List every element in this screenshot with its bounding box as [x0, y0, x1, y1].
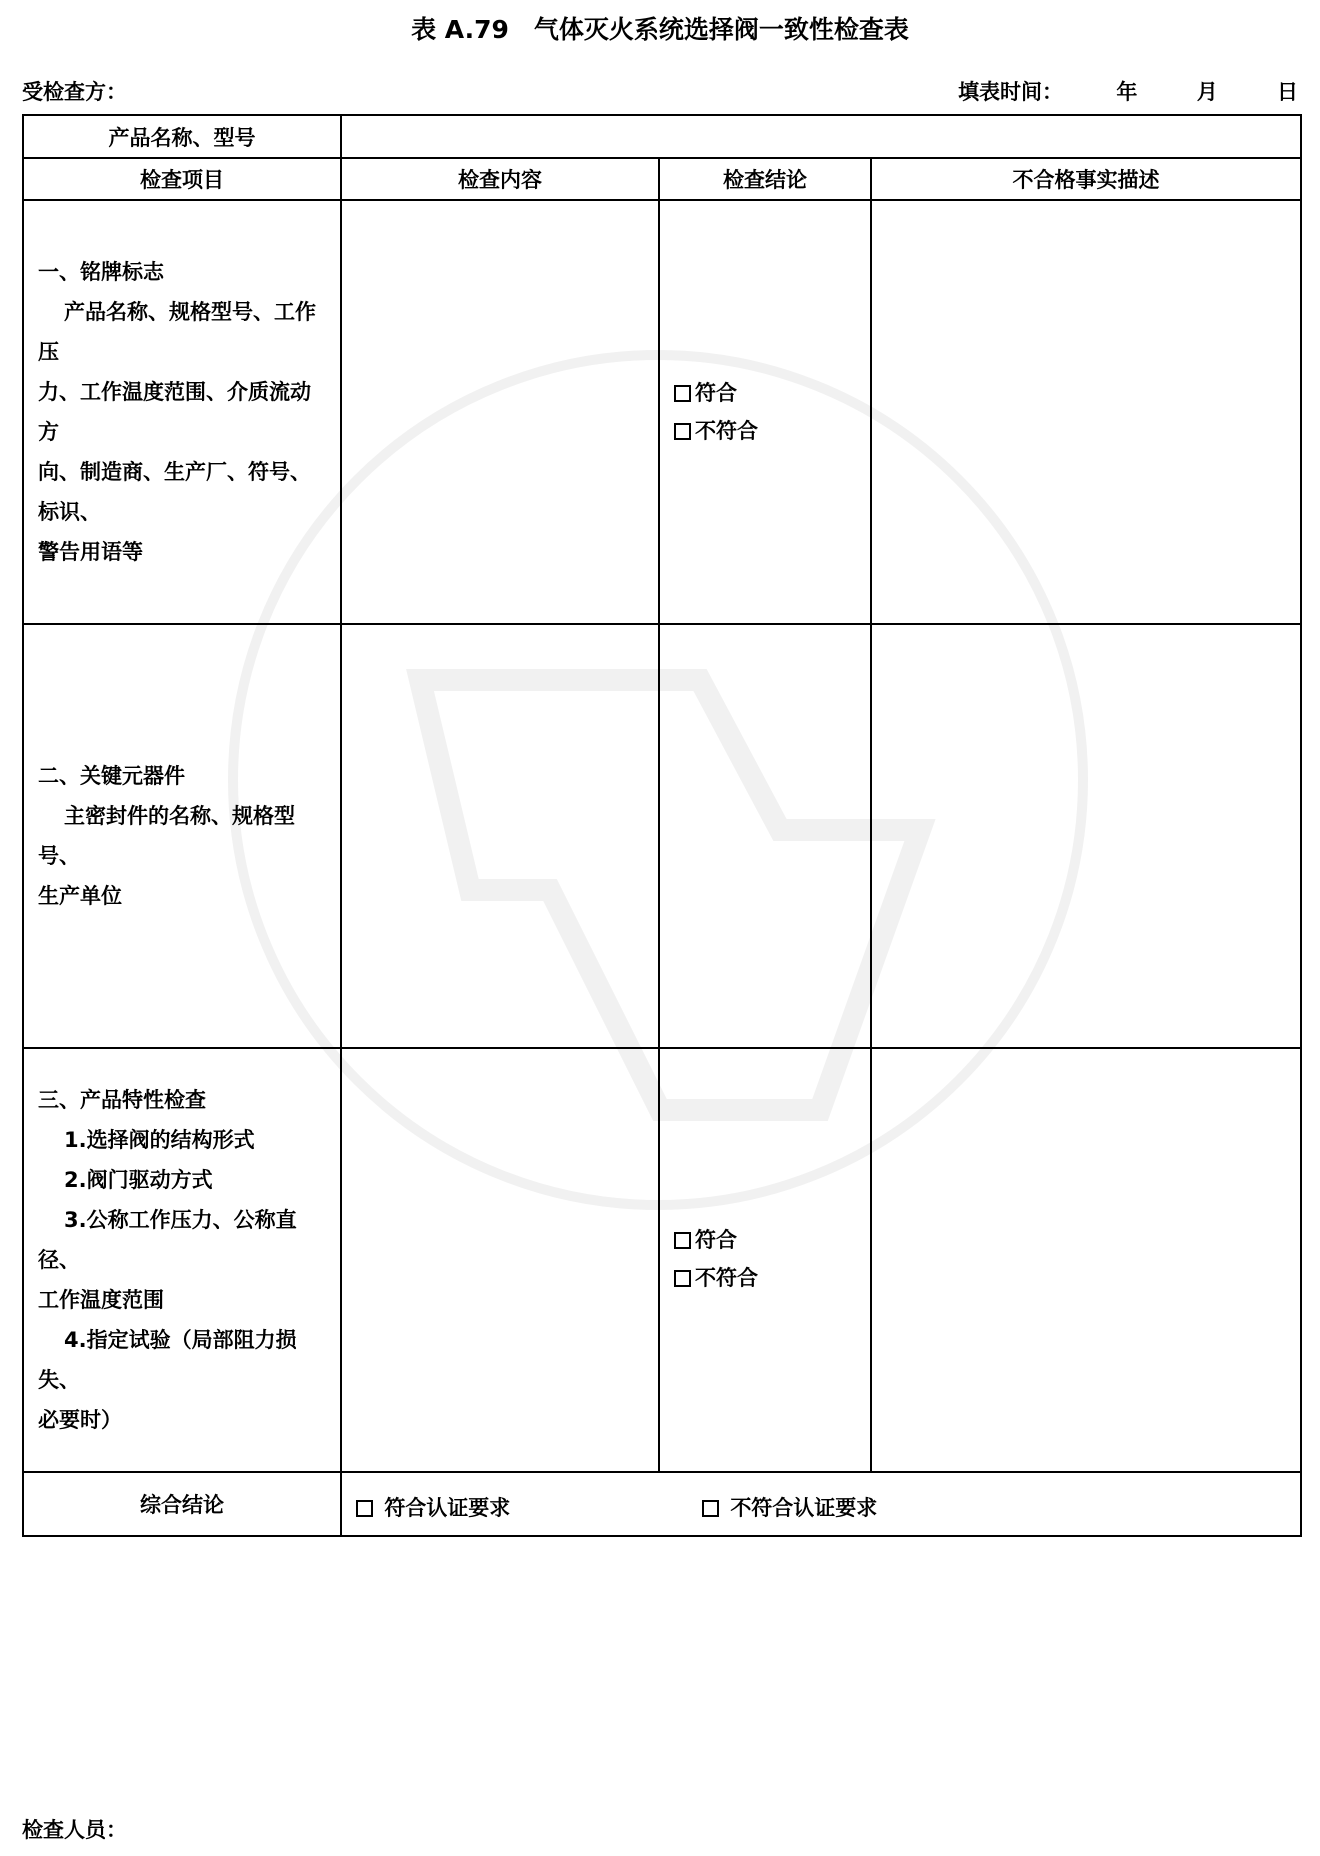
page-title: 表 A.79 气体灭火系统选择阀一致性检查表 [411, 15, 909, 44]
section-3-heading: 三、产品特性检查 [38, 1088, 206, 1112]
summary-option-fail[interactable]: 不符合认证要求 [702, 1492, 877, 1522]
section-3-conclusion [659, 1048, 871, 1472]
section-1-option-fail[interactable]: 不符合 [674, 412, 870, 450]
checkbox-icon[interactable] [674, 423, 691, 440]
section-3-content-field[interactable] [341, 1048, 659, 1472]
table-row-section-1 [23, 200, 1301, 624]
summary-options [341, 1472, 1301, 1536]
fill-time [958, 76, 1298, 106]
section-3-item [23, 1048, 341, 1472]
checkbox-icon[interactable] [674, 1270, 691, 1287]
section-1-content-field[interactable] [341, 200, 659, 624]
inspected-party-label: 受检查方： [22, 80, 127, 104]
inspection-table [22, 114, 1302, 1537]
product-name-field[interactable] [341, 115, 1301, 158]
column-header-nonconformity: 不合格事实描述 [871, 158, 1301, 200]
section-3-nonconformity-field[interactable] [871, 1048, 1301, 1472]
section-3-line: 工作温度范围 [38, 1288, 164, 1312]
section-3-option-fail[interactable]: 不符合 [674, 1259, 870, 1297]
section-2-heading: 二、关键元器件 [38, 764, 185, 788]
checkbox-icon[interactable] [674, 1232, 691, 1249]
section-3-line: 1.选择阀的结构形式 [64, 1128, 255, 1152]
column-header-row [23, 158, 1301, 200]
summary-option-pass[interactable]: 符合认证要求 [356, 1492, 510, 1522]
year-label: 年 [1116, 80, 1138, 104]
section-3-line: 3.公称工作压力、公称直径、 [38, 1208, 297, 1272]
section-2-content-field[interactable] [341, 624, 659, 1048]
section-3-option-pass[interactable]: 符合 [674, 1221, 870, 1259]
section-3-line: 2.阀门驱动方式 [64, 1168, 213, 1192]
section-3-line: 4.指定试验（局部阻力损失、 [38, 1328, 297, 1392]
section-2-item [23, 624, 341, 1048]
section-1-line: 产品名称、规格型号、工作压 [38, 300, 316, 364]
section-2-line: 主密封件的名称、规格型号、 [38, 804, 295, 868]
column-header-content: 检查内容 [341, 158, 659, 200]
section-2-line: 生产单位 [38, 884, 122, 908]
product-name-row [23, 115, 1301, 158]
table-row-section-2 [23, 624, 1301, 1048]
section-2-conclusion[interactable] [659, 624, 871, 1048]
column-header-item: 检查项目 [23, 158, 341, 200]
section-3-line: 必要时） [38, 1408, 122, 1432]
table-row-section-3 [23, 1048, 1301, 1472]
day-label: 日 [1277, 80, 1298, 104]
section-1-conclusion [659, 200, 871, 624]
section-1-heading: 一、铭牌标志 [38, 260, 164, 284]
checkbox-icon[interactable] [356, 1500, 373, 1517]
summary-row [23, 1472, 1301, 1536]
section-1-line: 向、制造商、生产厂、符号、标识、 [38, 460, 311, 524]
checkbox-icon[interactable] [674, 385, 691, 402]
section-1-line: 力、工作温度范围、介质流动方 [38, 380, 311, 444]
section-2-nonconformity-field[interactable] [871, 624, 1301, 1048]
inspector-label: 检查人员： [22, 1818, 127, 1842]
section-1-nonconformity-field[interactable] [871, 200, 1301, 624]
column-header-conclusion: 检查结论 [659, 158, 871, 200]
fill-time-label: 填表时间： [958, 80, 1064, 104]
product-name-label: 产品名称、型号 [23, 115, 341, 158]
summary-label: 综合结论 [23, 1472, 341, 1536]
form-meta-row [22, 76, 1298, 106]
checkbox-icon[interactable] [702, 1500, 719, 1517]
month-label: 月 [1196, 80, 1218, 104]
section-1-item [23, 200, 341, 624]
section-1-option-pass[interactable]: 符合 [674, 374, 870, 412]
section-1-line: 警告用语等 [38, 540, 143, 564]
